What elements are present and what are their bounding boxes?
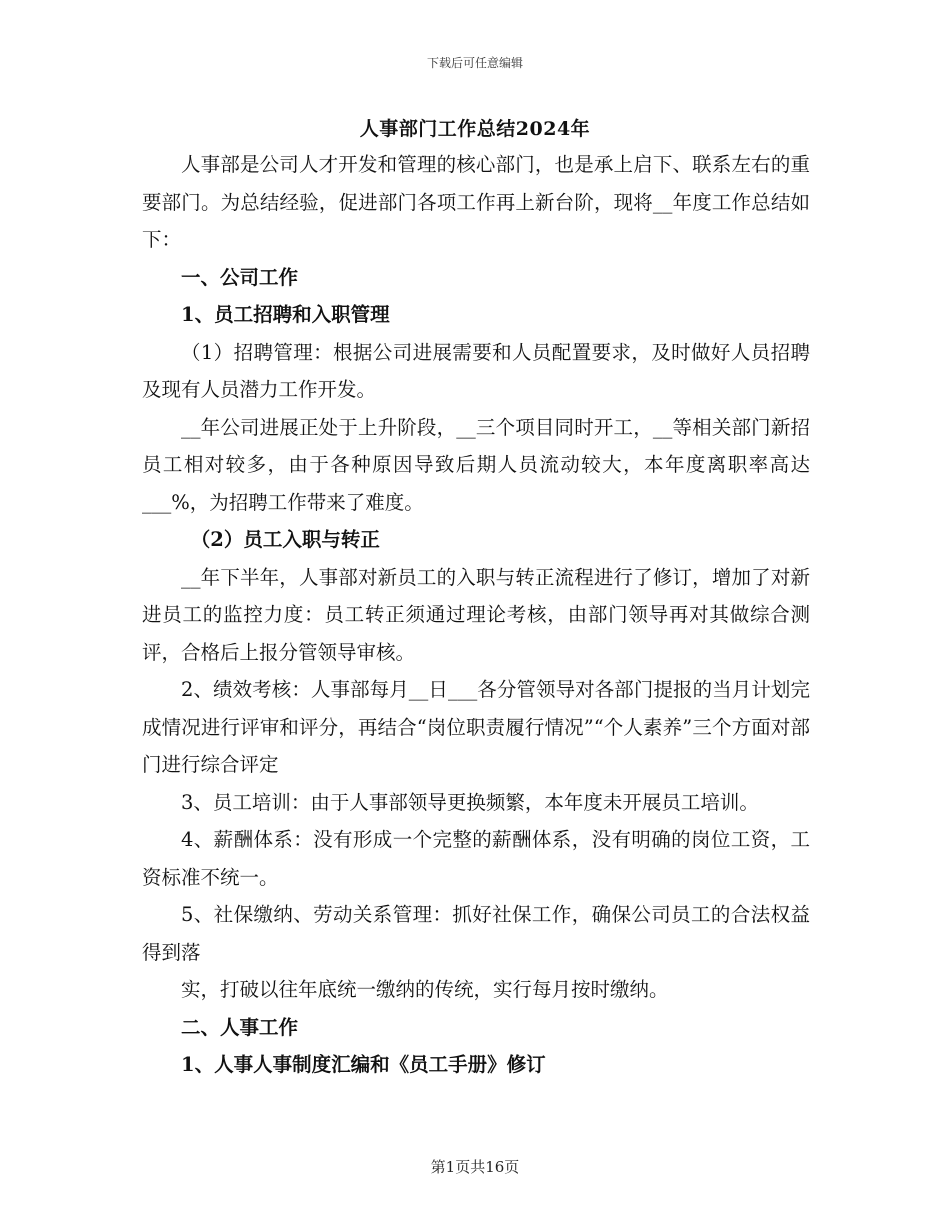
heading-hr-handbook: 1、人事人事制度汇编和《员工手册》修订 [181,1053,546,1076]
paragraph-turnover: __年公司进展正处于上升阶段，__三个项目同时开工，__等相关部门新招员工相对较多，由于各种原因导致后期人员流动较大，本年度离职率高达___%，为招聘工作带来了难度。 [142,415,810,514]
paragraph-recruitment-management: （1）招聘管理：根据公司进展需要和人员配置要求，及时做好人员招聘及现有人员潜力工作开发。 [142,340,810,401]
heading-recruitment: 1、员工招聘和入职管理 [181,303,390,326]
document-body [142,146,810,1084]
paragraph-onboarding: __年下半年，人事部对新员工的入职与转正流程进行了修订，增加了对新进员工的监控力度：员工转正须通过理论考核，由部门领导再对其做综合测评，合格后上报分管领导审核。 [142,565,810,664]
heading-hr-work: 二、人事工作 [181,1015,299,1039]
paragraph-social-security-cont: 实，打破以往年底统一缴纳的传统，实行每月按时缴纳。 [181,978,669,1001]
document-title: 人事部门工作总结2024年 [359,118,591,140]
paragraph-salary: 4、薪酬体系：没有形成一个完整的薪酬体系，没有明确的岗位工资，工资标准不统一。 [142,828,810,889]
paragraph-training: 3、员工培训：由于人事部领导更换频繁，本年度未开展员工培训。 [181,790,759,814]
paragraph-social-security: 5、社保缴纳、劳动关系管理：抓好社保工作，确保公司员工的合法权益得到落 [142,903,810,964]
paragraph-performance: 2、绩效考核：人事部每月__日___各分管领导对各部门提报的当月计划完成情况进行评审和评分，再结合“岗位职责履行情况”“个人素养”三个方面对部门进行综合评定 [142,678,810,776]
heading-company-work: 一、公司工作 [181,265,299,289]
header-note: 下载后可任意编辑 [426,56,523,70]
paragraph-intro: 人事部是公司人才开发和管理的核心部门，也是承上启下、联系左右的重要部门。为总结经验，促进部门各项工作再上新台阶，现将__年度工作总结如下： [142,153,810,251]
heading-onboarding: （2）员工入职与转正 [190,528,380,551]
page-number: 第1页共16页 [430,1158,520,1176]
